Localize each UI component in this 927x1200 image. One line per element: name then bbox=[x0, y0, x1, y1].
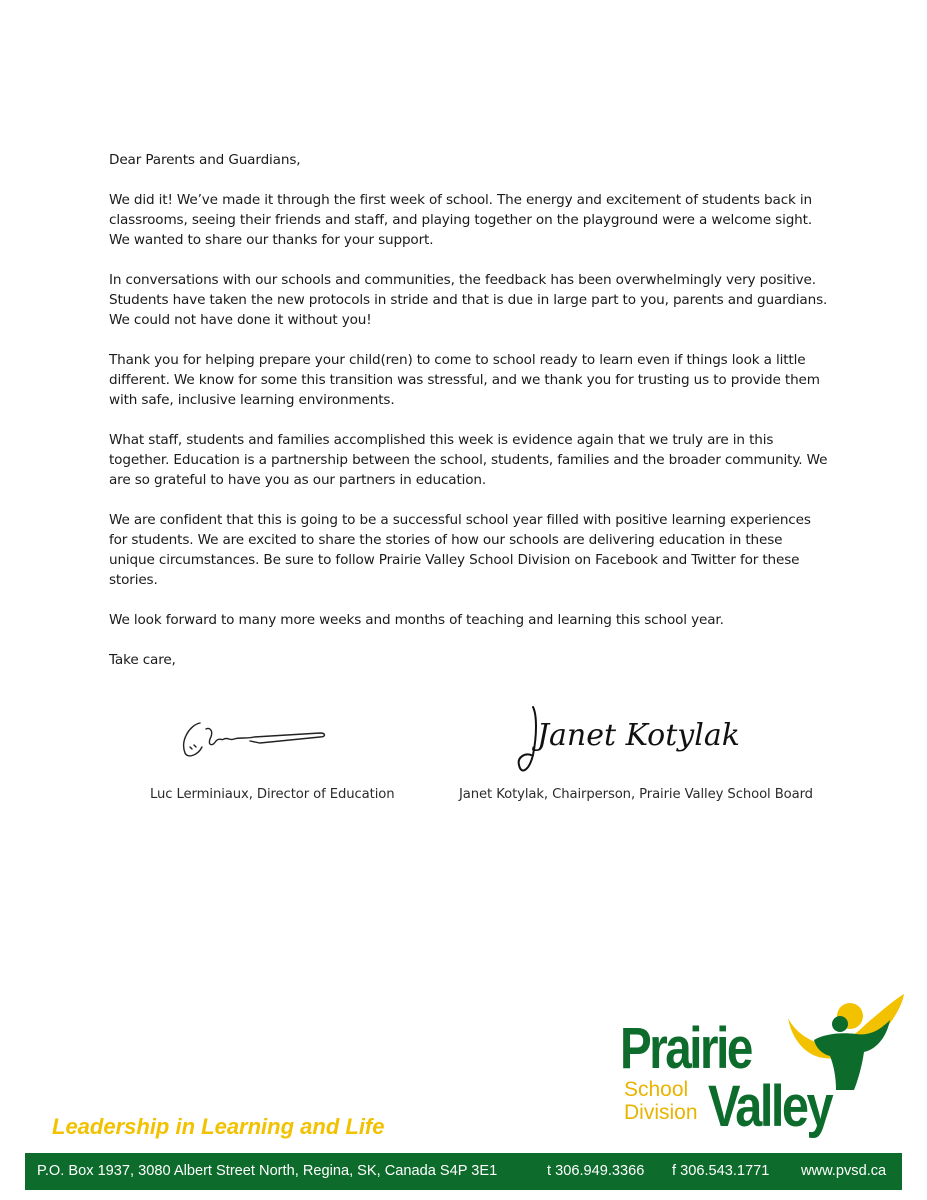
footer-bar bbox=[25, 1153, 902, 1190]
chair-signature-image bbox=[455, 695, 740, 785]
chair-signature-text: Janet Kotylak bbox=[537, 718, 740, 753]
salutation: Dear Parents and Guardians, bbox=[109, 152, 301, 168]
paragraph-4: What staff, students and families accomplished this week is evidence again that we truly are in this together. Education is a partnership between the school, students, families and the broader community. We are so grateful to have you as our partners in education. bbox=[109, 432, 828, 488]
footer-address: P.O. Box 1937, 3080 Albert Street North, Regina, SK, Canada S4P 3E1 bbox=[37, 1163, 498, 1179]
paragraph-2: In conversations with our schools and communities, the feedback has been overwhelmingly very positive. Students have taken the new protocols in stride and that is due in large part to you, parents and guardians. We could not have done it without you! bbox=[109, 272, 828, 328]
logo-word-prairie: Prairie bbox=[620, 1016, 751, 1081]
director-signature-block bbox=[150, 695, 450, 815]
footer-website[interactable]: www.pvsd.ca bbox=[801, 1163, 887, 1179]
paragraph-6: We look forward to many more weeks and months of teaching and learning this school year. bbox=[109, 612, 724, 628]
chair-name: Janet Kotylak, Chairperson, Prairie Valley School Board bbox=[459, 787, 813, 802]
footer-telephone: t 306.949.3366 bbox=[547, 1163, 645, 1179]
tagline: Leadership in Learning and Life bbox=[52, 1114, 385, 1139]
director-signature-image bbox=[150, 695, 350, 775]
director-name: Luc Lerminiaux, Director of Education bbox=[150, 787, 395, 802]
closing: Take care, bbox=[109, 652, 176, 668]
logo-word-school: School bbox=[624, 1078, 689, 1101]
footer-fax: f 306.543.1771 bbox=[672, 1163, 770, 1179]
paragraph-3: Thank you for helping prepare your child(ren) to come to school ready to learn even if things look a little different. We know for some this transition was stressful, and we thank you for trusting us to provide them with safe, inclusive learning environments. bbox=[109, 352, 820, 408]
paragraph-5: We are confident that this is going to be a successful school year filled with positive learning experiences for students. We are excited to share the stories of how our schools are delivering education in these unique circumstances. Be sure to follow Prairie Valley School Division on Facebook and Twitter for these stories. bbox=[109, 512, 811, 588]
prairie-valley-logo bbox=[618, 990, 908, 1150]
chair-signature-block bbox=[455, 695, 815, 815]
logo-word-valley: Valley bbox=[708, 1074, 832, 1139]
letter-body bbox=[109, 150, 829, 690]
logo-word-division: Division bbox=[624, 1101, 698, 1124]
paragraph-1: We did it! We’ve made it through the first week of school. The energy and excitement of students back in classrooms, seeing their friends and staff, and playing together on the playground were a welcome sight. We wanted to share our thanks for your support. bbox=[109, 192, 813, 248]
